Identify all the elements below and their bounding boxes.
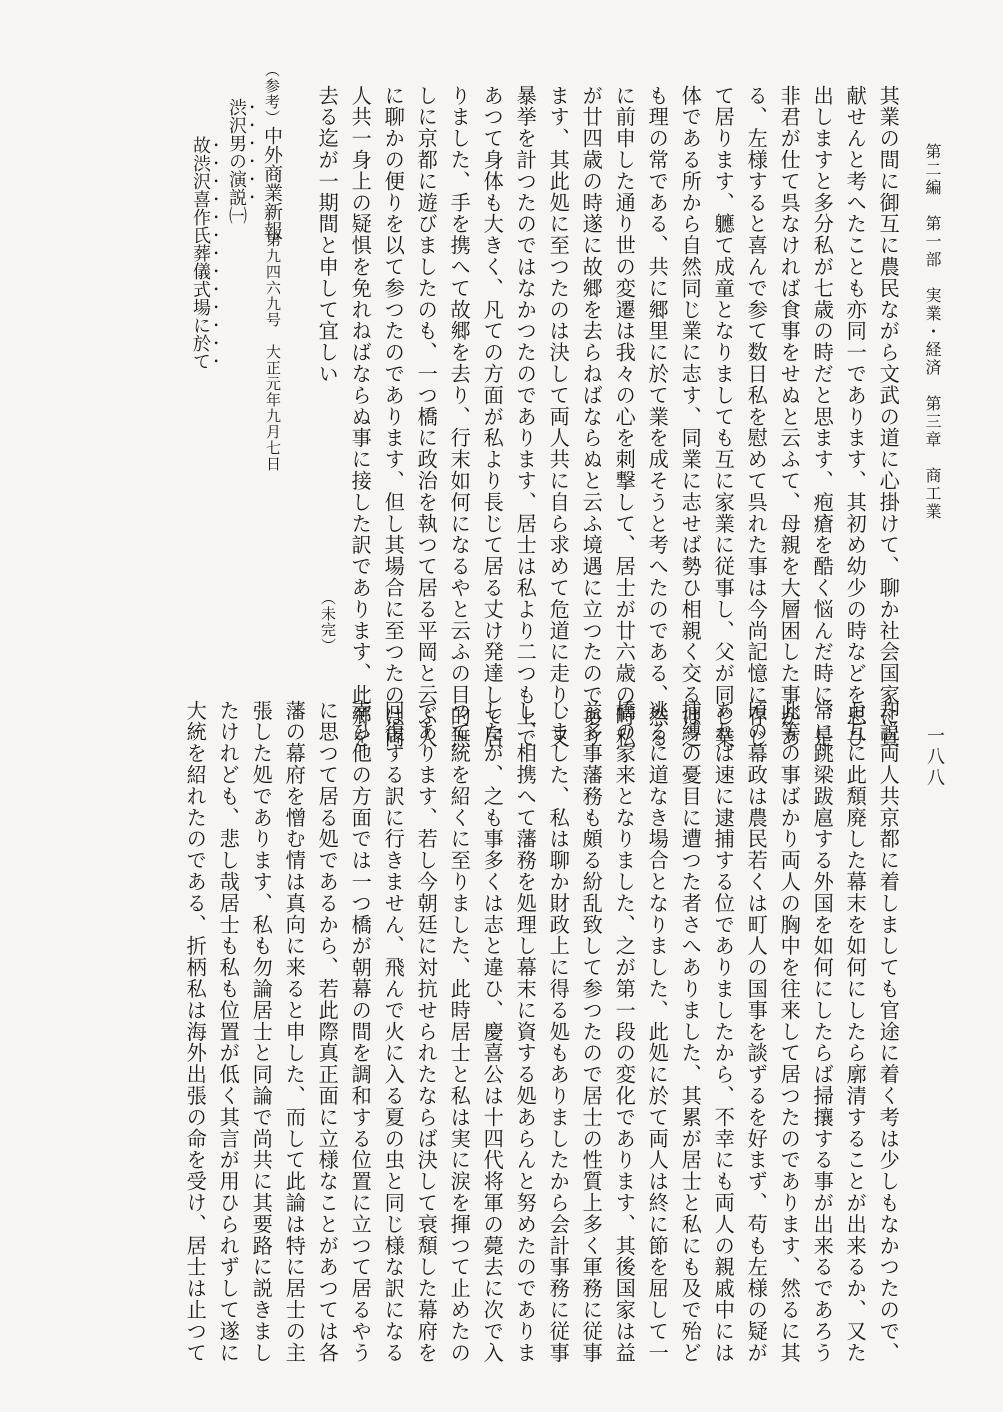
speech-title-line <box>226 98 257 224</box>
text-column: も理の常である、共に郷里に於て業を成そうと考へたのである、然る <box>645 85 670 749</box>
text-column: しました、私は聊か財政上に得る処もありましたから会計事務に従事 <box>546 700 571 1364</box>
text-column: 此等の事ばかり両人の胸中を往来して居つたのであります、然るに其 <box>777 700 802 1364</box>
text-column: であります、若し今朝廷に対抗せられたならば決して衰頽した幕府を <box>414 700 439 1364</box>
text-column: て居ります、軈て成童となりましても互に家業に従事し、父が同じ業 <box>711 85 736 749</box>
text-column: 去る迄が一期間と申して宜しい <box>315 85 340 385</box>
text-column: つて統を紹くに至りました、此時居士と私は実に涙を揮つて止めたの <box>447 700 472 1364</box>
text-column: したが、之も事多くは志と違ひ、慶喜公は十四代将軍の薨去に次で入 <box>480 700 505 1364</box>
speech-title: 渋沢男の演説 <box>226 98 247 206</box>
mikan-note: （未完） <box>319 590 337 654</box>
text-column: 其業の間に御互に農民ながら文武の道に心掛けて、聊か社会国家に貢 <box>876 85 901 749</box>
text-column: りました、手を携へて故郷を去り、行末如何になるやと云ふの目的無 <box>447 85 472 749</box>
text-column: 出しますと多分私が七歳の時だと思ます、疱瘡を酷く悩んだ時に、是 <box>810 85 835 749</box>
text-column: に聊かの便りを以て参つたのであります、但し其場合に至つたのは両 <box>381 85 406 749</box>
page-number: 一八八 <box>924 726 945 789</box>
text-column: 逃るに道なき場合となりました、此処に於て両人は終に節を屈して一 <box>645 700 670 1364</box>
text-column: 藩の幕府を憎む情は真向に来ると申した、而して此論は特に居士の主 <box>282 700 307 1364</box>
text-column: し、相携へて藩務を処理し幕末に資する処あらんと努めたのでありま <box>513 700 538 1364</box>
text-column: 橋の家来となりました、之が第一段の変化であります、其後国家は益 <box>612 700 637 1364</box>
text-column: が廿四歳の時遂に故郷を去らねばならぬと云ふ境遇に立つたのであり <box>579 85 604 749</box>
text-column: 体である所から自然同じ業に志す、同業に志せば勢ひ相親く交るは之 <box>678 85 703 749</box>
text-column: あつて身体も大きく、凡ての方面が私より長じて居る丈け発達して居 <box>480 85 505 749</box>
text-column: 益多事藩務も頗る紛乱致して参つたので居士の性質上多く軍務に従事 <box>579 700 604 1364</box>
running-header: 第二編 第一部 実業・経済 第三章 商工業 <box>923 143 942 521</box>
newspaper-title: 中外商業新報 <box>261 126 283 240</box>
speech-subtitle: 故渋沢喜作氏葬儀式場に於て <box>190 136 211 370</box>
reference-label: （参考） <box>263 62 281 126</box>
text-column: に前申した通り世の変遷は我々の心を刺撃して、居士が廿六歳の時私 <box>612 85 637 749</box>
text-column: しに京都に遊びましたのも、一つ橋に政治を執つて居る平岡と云ふ人 <box>414 85 439 749</box>
text-column: に思つて居る処であるから、若此際真正面に立様なことがあつては各 <box>315 700 340 1364</box>
text-column: 大統を紹れたのである、折柄私は海外出張の命を受け、居士は止つて <box>183 700 208 1364</box>
text-column: 捕縛の憂目に遭つた者さへありました、其累が居士と私にも及で殆ど <box>678 700 703 1364</box>
text-column: 回復する訳に行きません、飛んで火に入る夏の虫と同じ様な訳になる <box>381 700 406 1364</box>
text-column: お互に此頽廃した幕末を如何にしたら廓清することが出来るか、又た <box>843 700 868 1364</box>
text-column: 幸ひ他の方面では一つ橋が朝幕の間を調和する位置に立つて居るやう <box>348 700 373 1364</box>
text-column: 却説両人共京都に着しましても官途に着く考は少しもなかつたので、 <box>876 700 901 1364</box>
text-column: ます、其此処に至つたのは決して両人共に自ら求めて危道に走り、又 <box>546 85 571 749</box>
text-column: あれば速に逮捕する位でありましたから、不幸にも両人の親戚中には <box>711 700 736 1364</box>
text-column: 常に跳梁跋扈する外国を如何にしたらば掃攘する事が出来るであろう <box>810 700 835 1364</box>
text-column: 暴挙を計つたのではなかつたのであります、居士は私より二つも上で <box>513 85 538 749</box>
speech-part: ㈠ <box>226 206 247 224</box>
text-column: 頃の幕政は農民若くは町人の国事を談ずるを好まず、苟も左様の疑が <box>744 700 769 1364</box>
text-column: 非君が仕て呉なければ食事をせぬと云ふて、母親を大層困した事があ <box>777 85 802 749</box>
text-column: る、左様すると喜んで参て数日私を慰めて呉れた事は今尚記憶に存じ <box>744 85 769 749</box>
issue-info: 第九四六九号 大正元年九月七日 <box>264 232 282 472</box>
text-column: 人共一身上の疑惧を免れねばならぬ事に接した訳であります、此郷を <box>348 85 373 749</box>
text-column: たけれども、悲し哉居士も私も位置が低く其言が用ひられずして遂に <box>216 700 241 1364</box>
text-column: 張した処であります、私も勿論居士と同論で尚共に其要路に説きまし <box>249 700 274 1364</box>
text-column: 献せんと考へたことも亦同一であります、其初め幼少の時などを思ひ <box>843 85 868 749</box>
